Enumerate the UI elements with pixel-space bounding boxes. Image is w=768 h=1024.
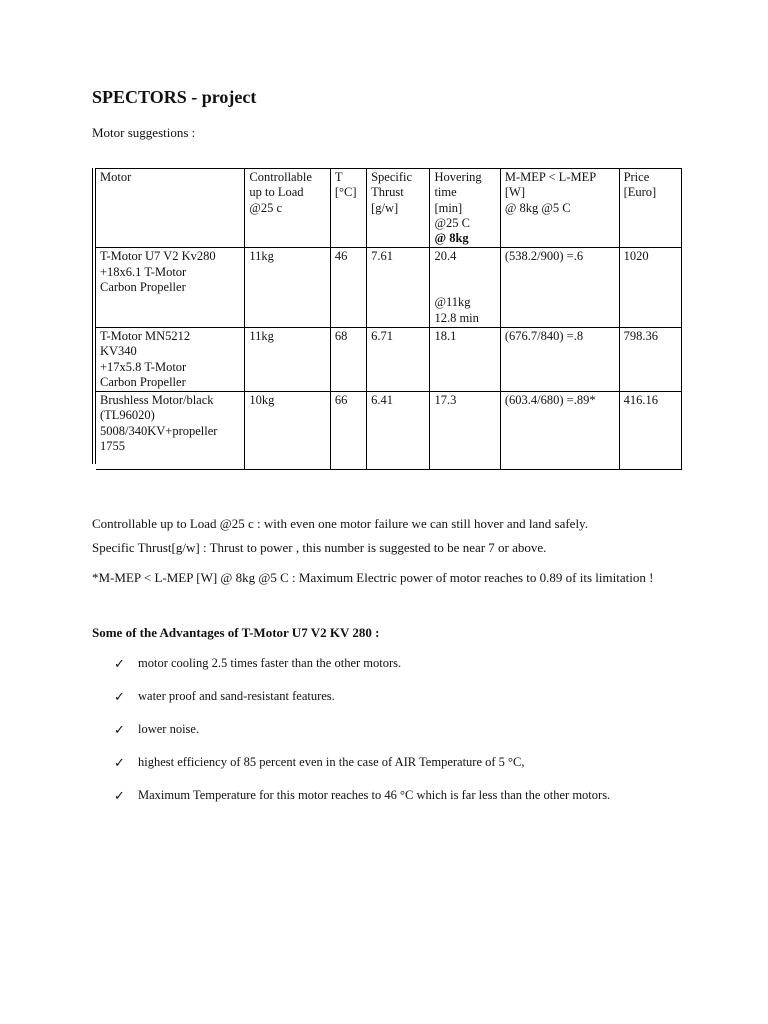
cell-temperature: 68 [330,327,366,391]
cell-mmep: (538.2/900) =.6 [500,248,619,327]
cell-specific-thrust: 7.61 [367,248,430,327]
advantages-heading: Some of the Advantages of T-Motor U7 V2 KV 280 : [92,625,380,640]
motor-comparison-table [92,168,682,464]
cell-controllable: 11kg [245,327,331,391]
advantage-text: highest efficiency of 85 percent even in the case of AIR Temperature of 5 °C, [138,755,525,769]
list-item [114,689,610,722]
header-hovering-time [430,169,500,248]
check-icon: ✓ [114,788,125,803]
definitions-section [92,512,692,590]
cell-temperature: 66 [330,392,366,470]
advantage-text: motor cooling 2.5 times faster than the other motors. [138,656,402,670]
cell-specific-thrust: 6.71 [367,327,430,391]
cell-hovering-time: 20.4 @11kg 12.8 min [430,248,500,327]
advantage-text: Maximum Temperature for this motor reaches to 46 °C which is far less than the other motors. [138,788,611,802]
check-icon: ✓ [114,755,125,770]
cell-price: 1020 [619,248,681,327]
cell-motor: Brushless Motor/black (TL96020) 5008/340KV+propeller 1755 [96,392,245,470]
list-item [114,755,610,788]
header-price: Price [Euro] [619,169,681,248]
cell-motor: T-Motor U7 V2 Kv280 +18x6.1 T-Motor Carbon Propeller [96,248,245,327]
header-controllable: Controllable up to Load @25 c [245,169,331,248]
hovering-time-bold-load: @ 8kg [434,231,469,246]
note-mmep: *M-MEP < L-MEP [W] @ 8kg @5 C : Maximum Electric power of motor reaches to 0.89 of its limitation ! [92,570,654,585]
cell-motor: T-Motor MN5212 KV340 +17x5.8 T-Motor Carbon Propeller [96,327,245,391]
note-controllable: Controllable up to Load @25 c : with even one motor failure we can still hover and land safely. [92,516,588,531]
list-item [114,722,610,755]
cell-hovering-time: 17.3 [430,392,500,470]
check-icon: ✓ [114,656,125,671]
table-header-row [96,169,682,248]
cell-price: 798.36 [619,327,681,391]
advantage-text: water proof and sand-resistant features. [138,689,335,703]
table-row [96,327,682,391]
check-icon: ✓ [114,689,125,704]
cell-mmep: (603.4/680) =.89* [500,392,619,470]
hovering-time-label: Hovering time [min] @25 C [434,170,482,230]
document-title: SPECTORS - project [92,87,257,107]
header-mmep: M-MEP < L-MEP [W] @ 8kg @5 C [500,169,619,248]
motor-suggestions-label: Motor suggestions : [92,125,196,140]
check-icon: ✓ [114,722,125,737]
cell-controllable: 11kg [245,248,331,327]
list-item [114,788,610,821]
cell-specific-thrust: 6.41 [367,392,430,470]
header-specific-thrust: Specific Thrust [g/w] [367,169,430,248]
header-motor: Motor [96,169,245,248]
cell-mmep: (676.7/840) =.8 [500,327,619,391]
table-row [96,392,682,470]
advantages-list [114,656,610,821]
cell-price: 416.16 [619,392,681,470]
list-item [114,656,610,689]
note-specific-thrust: Specific Thrust[g/w] : Thrust to power , this number is suggested to be near 7 or above. [92,540,547,555]
advantage-text: lower noise. [138,722,200,736]
cell-controllable: 10kg [245,392,331,470]
header-temperature: T [°C] [330,169,366,248]
table-row [96,248,682,327]
cell-temperature: 46 [330,248,366,327]
cell-hovering-time: 18.1 [430,327,500,391]
